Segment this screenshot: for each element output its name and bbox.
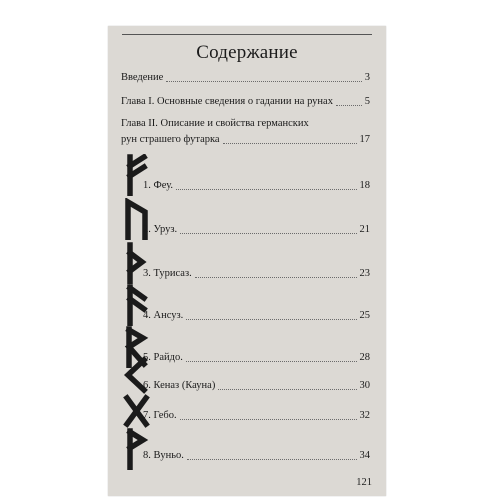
dot-leader [176, 189, 356, 190]
toc-entry-rune-1 [143, 178, 370, 192]
toc-entry-page: 28 [359, 352, 370, 363]
header-rule [122, 34, 372, 35]
toc-entry-rune-5 [143, 350, 370, 364]
dot-leader [166, 81, 361, 82]
dot-leader [223, 143, 357, 144]
dot-leader [195, 277, 357, 278]
toc-entry-label: 8. Вуньо. [143, 450, 184, 461]
toc-entry-label: Введение [121, 72, 164, 83]
page-title: Содержание [196, 42, 298, 63]
toc-entry-page: 17 [359, 134, 370, 145]
page-number: 121 [356, 477, 372, 488]
toc-entry-introduction [121, 70, 370, 84]
dot-leader [186, 361, 357, 362]
toc-entry-label: 1. Феу. [143, 180, 174, 191]
toc-entry-label: 6. Кеназ (Кауна) [143, 380, 216, 391]
toc-entry-page: 30 [359, 380, 370, 391]
toc-entry-rune-2 [143, 222, 370, 236]
dot-leader [218, 389, 356, 390]
toc-entry-page: 5 [364, 96, 370, 107]
toc-entry-page: 32 [359, 410, 370, 421]
toc-entry-page: 34 [359, 450, 370, 461]
dot-leader [186, 319, 356, 320]
toc-entry-chapter-2-line1: Глава II. Описание и свойства германских [121, 118, 309, 129]
toc-entry-page: 18 [359, 180, 370, 191]
toc-entry-chapter-1 [121, 94, 370, 108]
dot-leader [187, 459, 357, 460]
toc-entry-chapter-2 [121, 132, 370, 146]
toc-entry-page: 21 [359, 224, 370, 235]
dot-leader [180, 233, 356, 234]
toc-entry-label: 7. Гебо. [143, 410, 177, 421]
toc-entry-page: 25 [359, 310, 370, 321]
toc-entry-rune-4 [143, 308, 370, 322]
toc-entry-rune-3 [143, 266, 370, 280]
toc-entry-rune-6 [143, 378, 370, 392]
toc-entry-label: 5. Райдо. [143, 352, 183, 363]
toc-entry-page: 23 [359, 268, 370, 279]
toc-entry-rune-7 [143, 408, 370, 422]
dot-leader [336, 105, 362, 106]
toc-entry-label: 3. Турисаз. [143, 268, 192, 279]
toc-entry-label: рун страшего футарка [121, 134, 220, 145]
toc-entry-rune-8 [143, 448, 370, 462]
book-page [108, 26, 386, 496]
toc-entry-page: 3 [364, 72, 370, 83]
toc-entry-label: 4. Ансуз. [143, 310, 184, 321]
toc-entry-label: Глава I. Основные сведения о гадании на рунах [121, 96, 333, 107]
dot-leader [180, 419, 357, 420]
toc-entry-label: 2. Уруз. [143, 224, 178, 235]
